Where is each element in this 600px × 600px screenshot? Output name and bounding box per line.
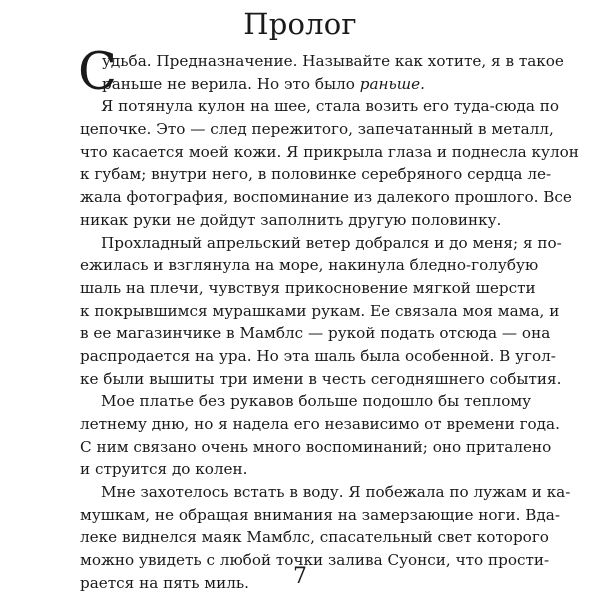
text-line: удьба. Предназначение. Называйте как хотите, я в такое — [102, 52, 564, 70]
text-line: можно увидеть с любой точки залива Суонси, что прости- — [80, 551, 550, 570]
paragraph-1 — [78, 43, 564, 102]
text-line-part: раньше не верила. Но это было — [102, 74, 360, 93]
text-line: шаль на плечи, чувствуя прикосновение мягкой шерсти — [80, 278, 536, 297]
text-line: ежилась и взглянула на море, накинула бледно-голубую — [80, 256, 539, 275]
text-line: к покрывшимся мурашками рукам. Ее связала моя мама, и — [80, 301, 560, 320]
text-line: леке виднелся маяк Мамблс, спасательный свет которого — [80, 528, 549, 547]
text-line: Я потянула кулон на шее, стала возить его туда-сюда по — [101, 97, 559, 116]
text-line: распродается на ура. Но эта шаль была особенной. В угол- — [80, 346, 556, 365]
text-line: в ее магазинчике в Мамблс — рукой подать отсюда — она — [80, 324, 551, 343]
text-line: к губам; внутри него, в половинке серебряного сердца ле- — [80, 165, 552, 184]
paragraph-3 — [80, 232, 562, 391]
text-line: Мое платье без рукавов больше подошло бы теплому — [101, 392, 532, 411]
page-number: 7 — [293, 564, 307, 589]
text-line: жала фотография, воспоминание из далекого прошлого. Все — [80, 188, 572, 207]
text-line: Мне захотелось встать в воду. Я побежала по лужам и ка- — [101, 483, 571, 502]
text-line: мушкам, не обращая внимания на замерзающие ноги. Вда- — [80, 505, 560, 524]
text-line: ке были вышиты три имени в честь сегодняшнего события. — [80, 369, 562, 388]
text-line: летнему дню, но я надела его независимо от времени года. — [80, 415, 560, 433]
text-line: никак руки не дойдут заполнить другую половинку. — [80, 210, 502, 229]
italic-word: раньше. — [359, 74, 425, 93]
text-line: С ним связано очень много воспоминаний; оно приталено — [80, 437, 552, 456]
text-line — [80, 73, 520, 96]
chapter-title: Пролог — [243, 7, 357, 41]
chapter-body — [78, 43, 579, 595]
text-line: Прохладный апрельский ветер добрался и до меня; я по- — [101, 233, 562, 252]
text-line: рается на пять миль. — [80, 573, 249, 592]
text-line: цепочке. Это — след пережитого, запечатанный в металл, — [80, 120, 554, 139]
text-line: что касается моей кожи. Я прикрыла глаза и поднесла кулон — [80, 142, 579, 161]
text-line: и струится до колен. — [80, 460, 248, 479]
paragraph-2 — [80, 95, 579, 231]
drop-cap-letter: С — [78, 43, 118, 102]
paragraph-4 — [80, 390, 560, 481]
